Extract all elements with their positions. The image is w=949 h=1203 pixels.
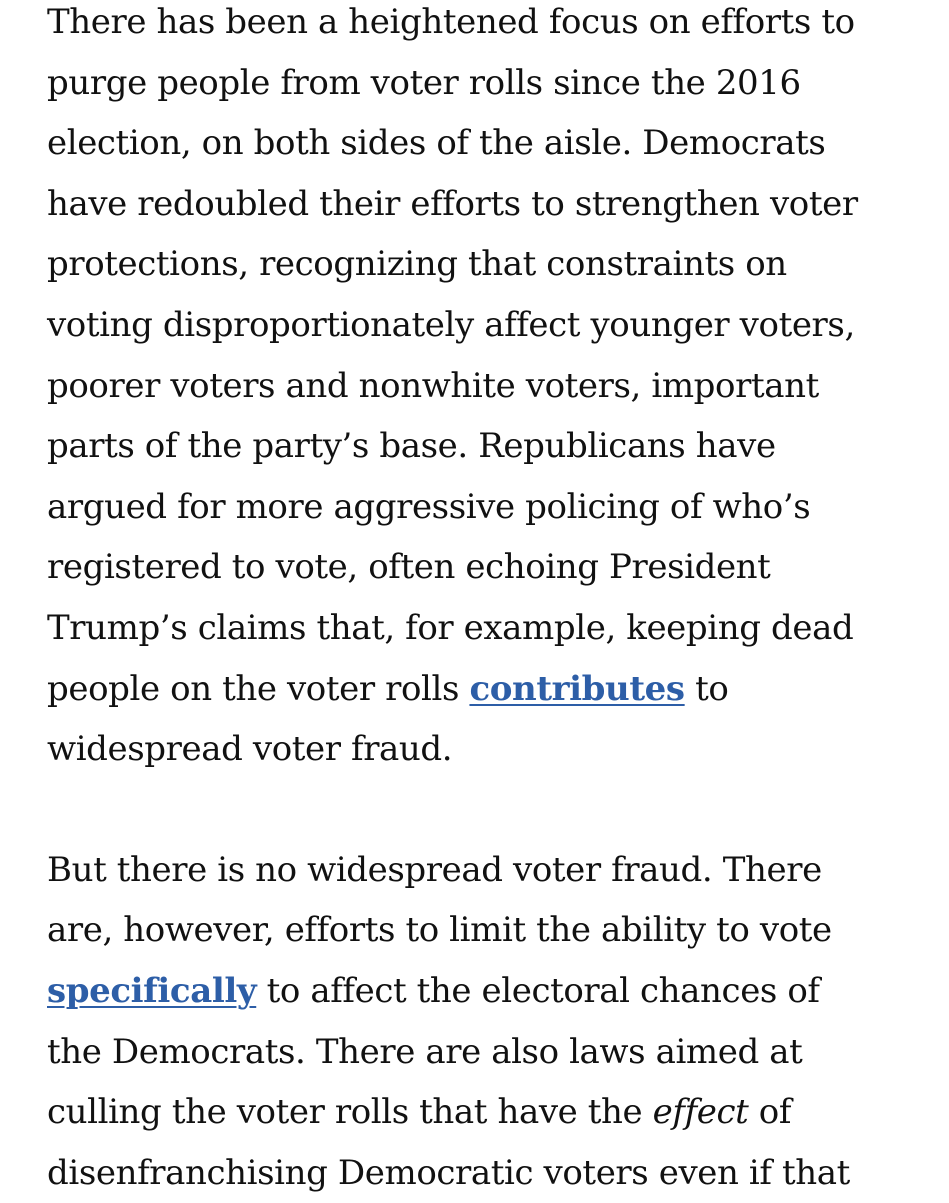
text-line: voting disproportionately affect younger voters,	[47, 304, 855, 345]
text-line: disenfranchising Democratic voters even if that	[47, 1152, 850, 1193]
text-line: purge people from voter rolls since the 2016	[47, 62, 801, 103]
paragraph-1	[47, 0, 927, 780]
emphasis-text: effect	[652, 1092, 749, 1133]
text-line: poorer voters and nonwhite voters, important	[47, 365, 819, 406]
text-line: the Democrats. There are also laws aimed at	[47, 1031, 803, 1072]
text-line: Trump’s claims that, for example, keeping dead	[47, 607, 854, 648]
text-line: registered to vote, often echoing President	[47, 547, 771, 588]
contributes-link[interactable]: contributes	[469, 668, 685, 709]
text-line: election, on both sides of the aisle. Democrats	[47, 123, 826, 164]
text-line: protections, recognizing that constraints on	[47, 244, 787, 285]
text-line: There has been a heightened focus on efforts to	[47, 2, 855, 42]
text-line: But there is no widespread voter fraud. There	[47, 849, 822, 890]
text-line: have redoubled their efforts to strengthen voter	[47, 183, 858, 224]
text-line: parts of the party’s base. Republicans have	[47, 426, 776, 467]
text-fragment: to	[684, 668, 729, 709]
paragraph-2	[47, 840, 927, 1203]
text-line: are, however, efforts to limit the ability to vote	[47, 910, 832, 951]
text-fragment: of	[748, 1092, 792, 1133]
text-fragment: people on the voter rolls	[47, 668, 470, 709]
text-line	[47, 1082, 927, 1143]
text-fragment: to affect the electoral chances of	[256, 970, 820, 1011]
article-body	[47, 0, 927, 1203]
text-line: argued for more aggressive policing of who’s	[47, 486, 811, 527]
text-line	[47, 659, 927, 720]
text-fragment: culling the voter rolls that have the	[47, 1092, 653, 1133]
text-line: widespread voter fraud.	[47, 729, 453, 770]
text-line	[47, 961, 927, 1022]
specifically-link[interactable]: specifically	[47, 970, 257, 1011]
